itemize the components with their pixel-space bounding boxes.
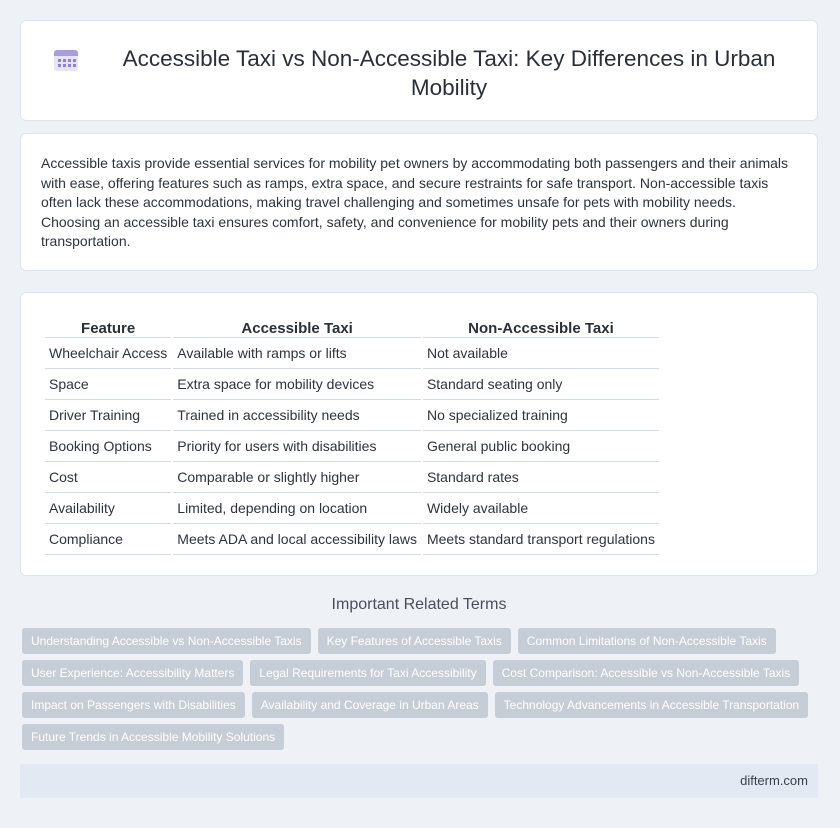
table-cell: General public booking (423, 431, 659, 462)
table-cell: Meets standard transport regulations (423, 524, 659, 555)
related-term-tag[interactable]: Legal Requirements for Taxi Accessibility (250, 660, 485, 686)
table-cell: Widely available (423, 493, 659, 524)
table-cell: Standard seating only (423, 369, 659, 400)
table-row (45, 462, 659, 493)
table-row (45, 338, 659, 369)
page-title: Accessible Taxi vs Non-Accessible Taxi: Key Differences in Urban Mobility (122, 46, 776, 100)
table-cell: Not available (423, 338, 659, 369)
comparison-table (43, 313, 661, 555)
table-row (45, 493, 659, 524)
column-header-non-accessible: Non-Accessible Taxi (423, 313, 659, 338)
table-cell: Extra space for mobility devices (173, 369, 421, 400)
table-row (45, 524, 659, 555)
table-cell: Standard rates (423, 462, 659, 493)
footer (20, 764, 818, 798)
table-cell: Availability (45, 493, 171, 524)
table-row (45, 431, 659, 462)
related-term-tag[interactable]: Technology Advancements in Accessible Transportation (495, 692, 809, 718)
table-cell: Limited, depending on location (173, 493, 421, 524)
table-cell: Cost (45, 462, 171, 493)
table-cell: Priority for users with disabilities (173, 431, 421, 462)
title-card (20, 20, 818, 121)
related-term-tag[interactable]: User Experience: Accessibility Matters (22, 660, 243, 686)
related-term-tag[interactable]: Future Trends in Accessible Mobility Solutions (22, 724, 284, 750)
related-terms-list (22, 628, 812, 750)
related-term-tag[interactable]: Impact on Passengers with Disabilities (22, 692, 245, 718)
intro-card (20, 133, 818, 271)
table-cell: Wheelchair Access (45, 338, 171, 369)
related-term-tag[interactable]: Cost Comparison: Accessible vs Non-Accessible Taxis (493, 660, 800, 686)
table-cell: Space (45, 369, 171, 400)
footer-site-link[interactable]: difterm.com (740, 773, 808, 788)
table-cell: Compliance (45, 524, 171, 555)
intro-paragraph: Accessible taxis provide essential services for mobility pet owners by accommodating both passengers and their animals with ease, offering features such as ramps, extra space, and secure restraints for safe transport. Non-accessible taxis often lack these accommodations, making travel challenging and sometimes unsafe for pets with mobility needs. Choosing an accessible taxi ensures comfort, safety, and convenience for mobility pets and their owners during transportation. (41, 155, 789, 250)
column-header-accessible: Accessible Taxi (173, 313, 421, 338)
related-terms-title: Important Related Terms (331, 596, 507, 613)
related-term-tag[interactable]: Common Limitations of Non-Accessible Taxis (518, 628, 776, 654)
table-cell: Trained in accessibility needs (173, 400, 421, 431)
related-term-tag[interactable]: Availability and Coverage in Urban Areas (252, 692, 488, 718)
calendar-icon (53, 47, 79, 78)
table-cell: Available with ramps or lifts (173, 338, 421, 369)
table-header-row (45, 313, 659, 338)
table-cell: Driver Training (45, 400, 171, 431)
column-header-feature: Feature (45, 313, 171, 338)
table-row (45, 369, 659, 400)
related-term-tag[interactable]: Understanding Accessible vs Non-Accessible Taxis (22, 628, 311, 654)
comparison-card (20, 292, 818, 576)
table-cell: Booking Options (45, 431, 171, 462)
related-term-tag[interactable]: Key Features of Accessible Taxis (318, 628, 511, 654)
table-cell: No specialized training (423, 400, 659, 431)
table-cell: Comparable or slightly higher (173, 462, 421, 493)
table-row (45, 400, 659, 431)
table-cell: Meets ADA and local accessibility laws (173, 524, 421, 555)
